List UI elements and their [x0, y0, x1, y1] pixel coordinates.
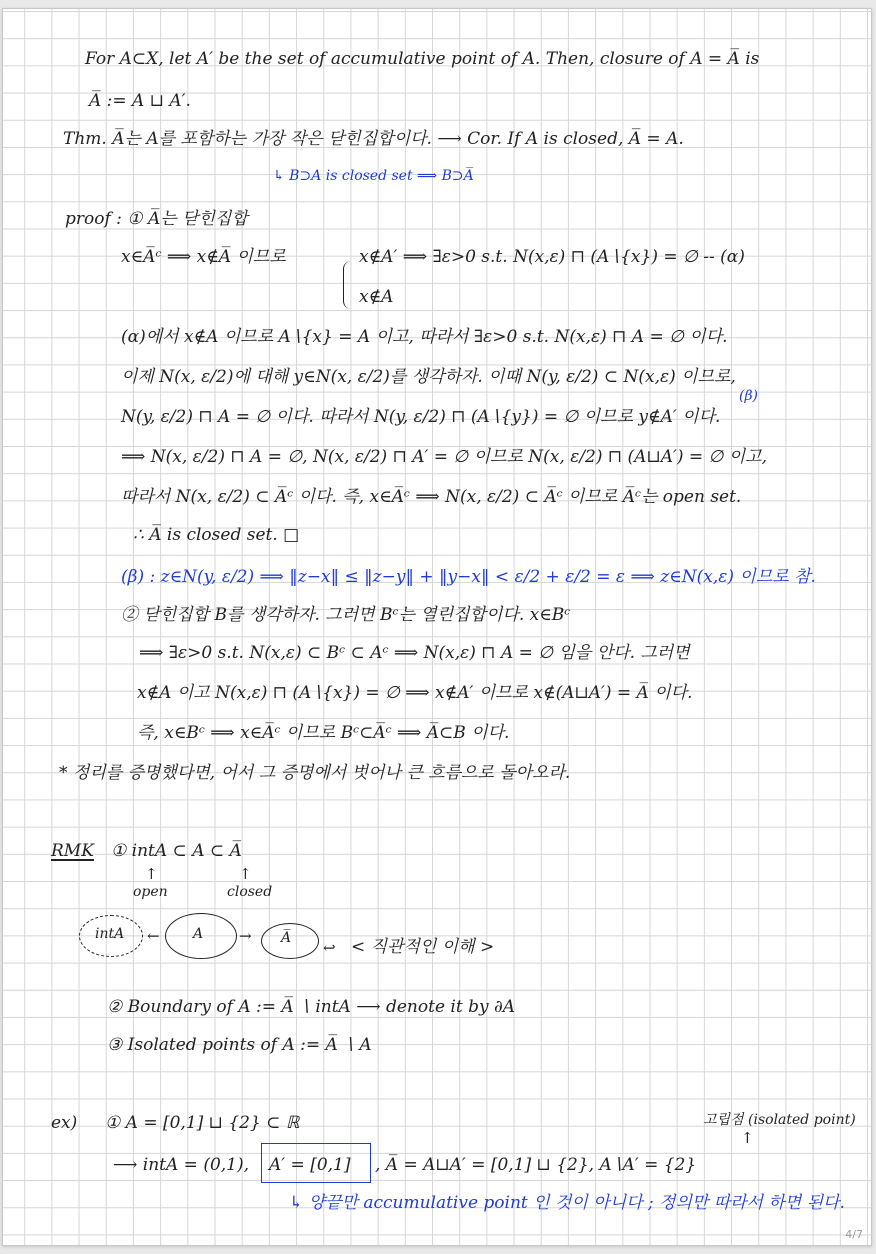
diagram-a: A [193, 926, 204, 942]
theorem-blue-note: ↳ B⊃A is closed set ⟹ B⊃A̅ [273, 168, 474, 184]
example-derived-set: A′ = [0,1] [269, 1155, 351, 1175]
up-arrow-icon: ↑ [239, 865, 252, 883]
proof-part-2-line-1: ⟹ ∃ε>0 s.t. N(x,ε) ⊂ Bᶜ ⊂ Aᶜ ⟹ N(x,ε) ⊓ A = ∅ 임을 안다. 그러면 [139, 643, 690, 663]
theorem-statement: Thm. A̅는 A를 포함하는 가장 작은 닫힌집합이다. ⟶ Cor. If A is closed, A̅ = A. [63, 129, 684, 149]
right-arrow-icon: → [239, 927, 252, 945]
notebook-page [2, 8, 872, 1246]
open-label: open [133, 884, 168, 900]
proof-conclusion-closed: ∴ A̅ is closed set. □ [133, 525, 300, 545]
intuition-note: < 직관적인 이해 > [351, 937, 495, 957]
proof-line-consider-y: 이제 N(x, ε/2)에 대해 y∈N(x, ε/2)를 생각하자. 이때 N(y, ε/2) ⊂ N(x,ε) 이므로, [121, 367, 736, 387]
page-number: 4/7 [845, 1228, 863, 1241]
remark-3-isolated: ③ Isolated points of A := A̅ ∖ A [107, 1035, 372, 1055]
closure-definition-line-1: For A⊂X, let A′ be the set of accumulative point of A. Then, closure of A = A̅ is [85, 49, 760, 69]
left-arrow-icon: ← [147, 927, 160, 945]
remark-1: ① intA ⊂ A ⊂ A̅ [111, 841, 242, 861]
beta-marker: (β) [739, 388, 759, 404]
isolated-point-note: 고립점 (isolated point) [703, 1112, 856, 1128]
proof-case-not-accumulation: x∉A′ ⟹ ∃ε>0 s.t. N(x,ε) ⊓ (A∖{x}) = ∅ -- (α) [359, 247, 745, 267]
remark-label: RMK [51, 841, 94, 861]
example-blue-note: ↳ 양끝만 accumulative point 인 것이 아니다 ; 정의만 따라서 하면 된다. [289, 1193, 845, 1213]
proof-line-y-not-accumulation: N(y, ε/2) ⊓ A = ∅ 이다. 따라서 N(y, ε/2) ⊓ (A∖{y}) = ∅ 이므로 y∉A′ 이다. [121, 407, 721, 427]
proof-part-2-line-2: x∉A 이고 N(x,ε) ⊓ (A∖{x}) = ∅ ⟹ x∉A′ 이므로 x∉(A⊔A′) = A̅ 이다. [137, 683, 693, 703]
proof-part-1-heading: proof : ① A̅는 닫힌집합 [65, 209, 248, 229]
proof-case-not-in-a: x∉A [359, 287, 394, 307]
diagram-a-closure: A̅ [281, 930, 292, 946]
case-brace [343, 261, 354, 309]
proof-part-2-heading: ② 닫힌집합 B를 생각하자. 그러면 Bᶜ는 열린집합이다. x∈Bᶜ [121, 605, 571, 625]
closure-definition-line-2: A̅ := A ⊔ A′. [89, 91, 191, 111]
closed-label: closed [227, 884, 273, 900]
proof-line-union-empty: ⟹ N(x, ε/2) ⊓ A = ∅, N(x, ε/2) ⊓ A′ = ∅ 이므로 N(x, ε/2) ⊓ (A⊔A′) = ∅ 이고, [121, 447, 767, 467]
proof-line-x-in-complement: x∈A̅ᶜ ⟹ x∉A̅ 이므로 [121, 247, 286, 267]
remark-2-boundary: ② Boundary of A := A̅ ∖ intA ⟶ denote it by ∂A [107, 997, 516, 1017]
diagram-int-a: intA [95, 926, 125, 942]
example-interior: ⟶ intA = (0,1), [113, 1155, 250, 1175]
example-label: ex) [51, 1113, 78, 1133]
example-closure: , A̅ = A⊔A′ = [0,1] ⊔ {2}, A∖A′ = {2} [375, 1155, 697, 1175]
advice-note: * 정리를 증명했다면, 어서 그 증명에서 벗어나 큰 흐름으로 돌아오라. [59, 763, 571, 783]
proof-line-alpha: (α)에서 x∉A 이므로 A∖{x} = A 이고, 따라서 ∃ε>0 s.t. N(x,ε) ⊓ A = ∅ 이다. [121, 327, 728, 347]
beta-justification: (β) : z∈N(y, ε/2) ⟹ ‖z−x‖ ≤ ‖z−y‖ + ‖y−x‖ < ε/2 + ε/2 = ε ⟹ z∈N(x,ε) 이므로 참. [121, 567, 816, 587]
proof-part-2-line-3: 즉, x∈Bᶜ ⟹ x∈A̅ᶜ 이므로 Bᶜ⊂A̅ᶜ ⟹ A̅⊂B 이다. [137, 723, 510, 743]
up-arrow-icon: ↑ [145, 865, 158, 883]
up-arrow-icon: ↑ [741, 1129, 754, 1147]
example-1-set: ① A = [0,1] ⊔ {2} ⊂ ℝ [105, 1113, 300, 1133]
proof-line-open-set: 따라서 N(x, ε/2) ⊂ A̅ᶜ 이다. 즉, x∈A̅ᶜ ⟹ N(x, ε/2) ⊂ A̅ᶜ 이므로 A̅ᶜ는 open set. [121, 487, 742, 507]
hook-arrow-icon: ↩ [323, 939, 336, 957]
